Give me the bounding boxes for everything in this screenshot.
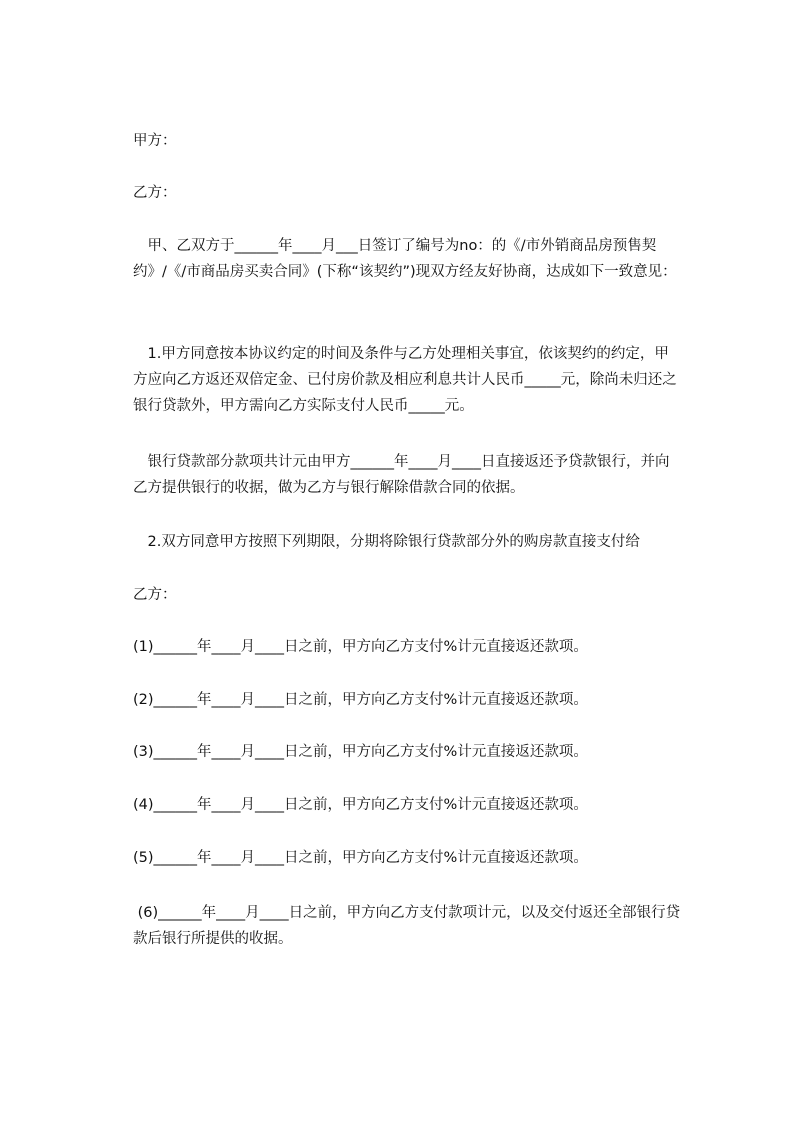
installment-2: (2)______年____月____日之前，甲方向乙方支付%计元直接返还款项。 xyxy=(133,692,588,708)
installment-6: (6)______年____月____日之前，甲方向乙方支付款项计元，以及交付返还全部银行贷款后银行所提供的收据。 xyxy=(133,905,681,947)
party-a-line: 甲方： xyxy=(133,133,177,149)
clause-2-paragraph: 2.双方同意甲方按照下列期限，分期将除银行贷款部分外的购房款直接支付给 xyxy=(133,534,640,550)
intro-paragraph: 甲、乙双方于______年____月___日签订了编号为no：的《/市外销商品房预售契约》/《/市商品房买卖合同》(下称“该契约”)现双方经友好协商，达成如下一致意见： xyxy=(133,238,677,280)
installment-4: (4)______年____月____日之前，甲方向乙方支付%计元直接返还款项。 xyxy=(133,797,588,813)
clause-1-loan-paragraph: 银行贷款部分款项共计元由甲方______年____月____日直接返还予贷款银行，并向乙方提供银行的收据，做为乙方与银行解除借款合同的依据。 xyxy=(133,454,670,496)
clause-2-party-line: 乙方： xyxy=(133,587,177,603)
installment-3: (3)______年____月____日之前，甲方向乙方支付%计元直接返还款项。 xyxy=(133,744,588,760)
installment-5: (5)______年____月____日之前，甲方向乙方支付%计元直接返还款项。 xyxy=(133,850,588,866)
installment-1: (1)______年____月____日之前，甲方向乙方支付%计元直接返还款项。 xyxy=(133,639,588,655)
party-b-line: 乙方： xyxy=(133,185,177,201)
clause-1-paragraph: 1.甲方同意按本协议约定的时间及条件与乙方处理相关事宜，依该契约的约定，甲方应向乙方返还双倍定金、已付房价款及相应利息共计人民币_____元，除尚未归还之银行贷款外，甲方需向乙方实际支付人民币_____元。 xyxy=(133,346,677,414)
